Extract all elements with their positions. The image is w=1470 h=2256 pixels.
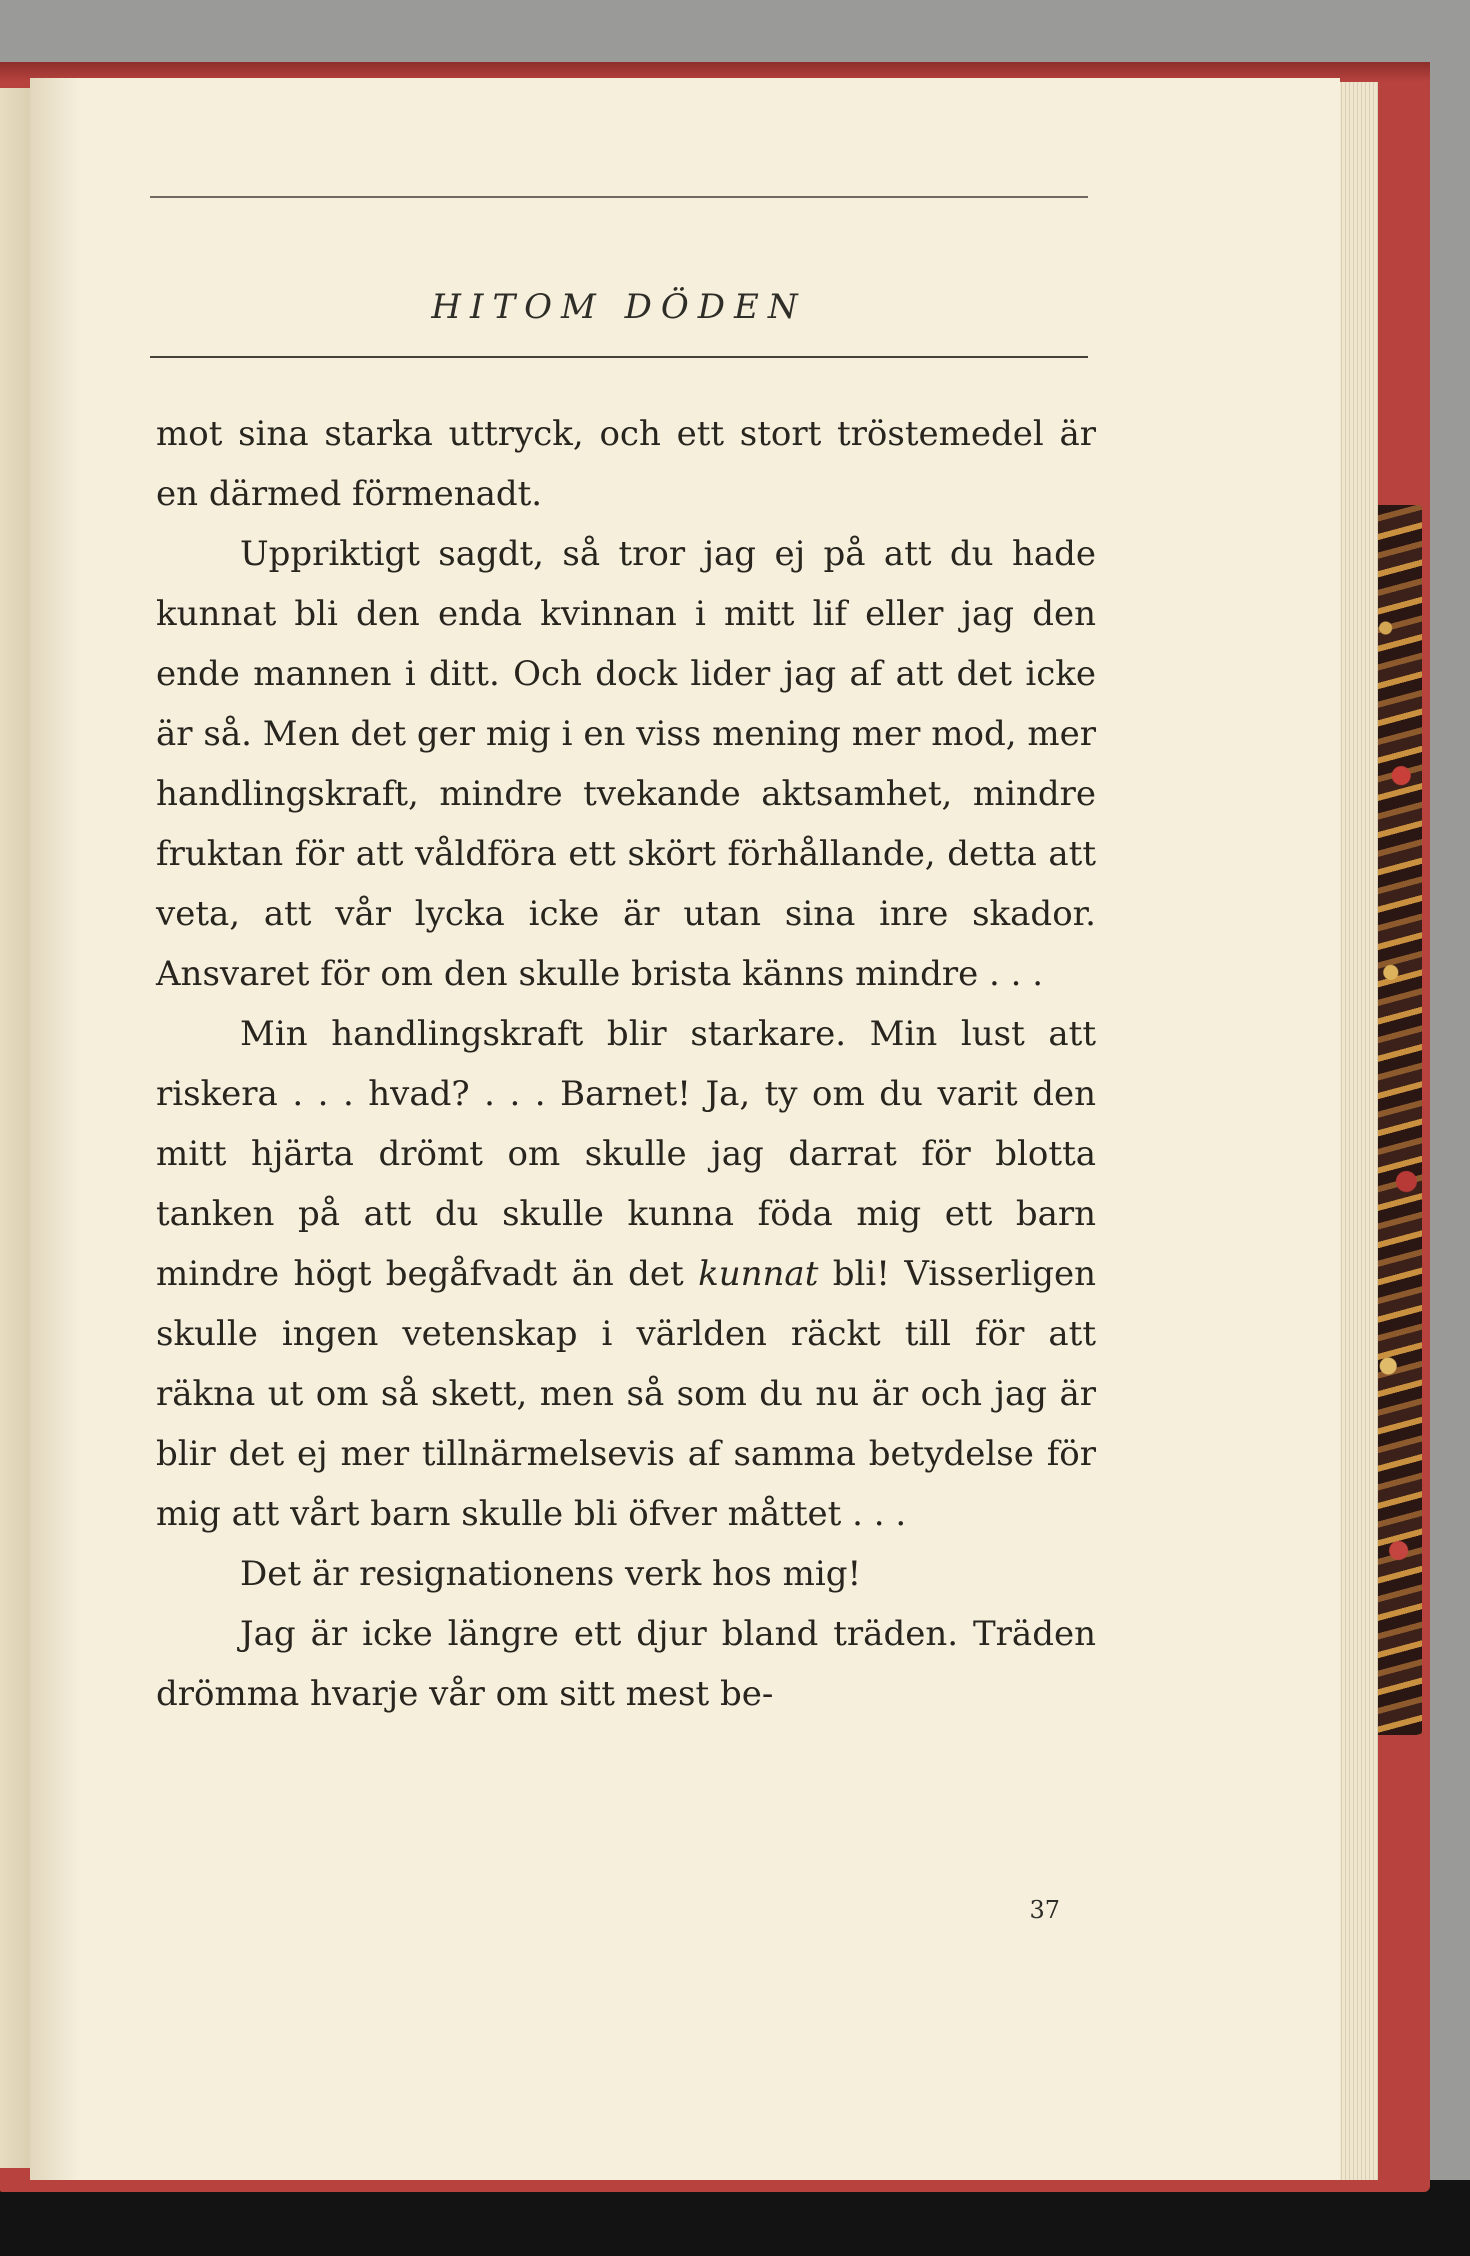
body-text — [156, 404, 1096, 1724]
running-head: HITOM DÖDEN — [431, 287, 807, 327]
header-rule-bottom — [150, 356, 1088, 358]
page-number: 37 — [1029, 1896, 1060, 1924]
paragraph-3-part-2: bli! Visserligen skulle ingen vetenskap i världen räckt till för att räkna ut om så skett, men så som du nu är och jag är blir det ej mer tillnärmelsevis af samma betydelse för mig att vårt barn skulle bli öfver måttet . . . — [156, 1254, 1096, 1534]
paragraph-3-part-1: Min handlingskraft blir starkare. Min lust att riskera . . . hvad? . . . Barnet! Ja, ty om du varit den mitt hjärta drömt om skulle jag darrat för blotta tanken på att du skulle kunna föda mig ett barn mindre högt begåfvadt än det — [156, 1014, 1096, 1294]
verso-page-edge — [0, 88, 34, 2168]
paragraph-2: Uppriktigt sagdt, så tror jag ej på att du hade kunnat bli den enda kvinnan i mitt lif eller jag den ende mannen i ditt. Och dock lider jag af att det icke är så. Men det ger mig i en viss mening mer mod, mer handlingskraft, mindre tvekande aktsamhet, mindre fruktan för att våldföra ett skört förhållande, detta att veta, att vår lycka icke är utan sina inre skador. Ansvaret för om den skulle brista känns mindre . . . — [156, 534, 1096, 994]
header-rule-top — [150, 196, 1088, 198]
paragraph-1: mot sina starka uttryck, och ett stort tröstemedel är en därmed förmenadt. — [156, 414, 1096, 514]
paragraph-5: Jag är icke längre ett djur bland träden. Träden drömma hvarje vår om sitt mest be- — [156, 1614, 1096, 1714]
paragraph-3 — [156, 1004, 1096, 1544]
emphasized-word: kunnat — [698, 1254, 819, 1294]
paragraph-4: Det är resignationens verk hos mig! — [240, 1554, 862, 1594]
